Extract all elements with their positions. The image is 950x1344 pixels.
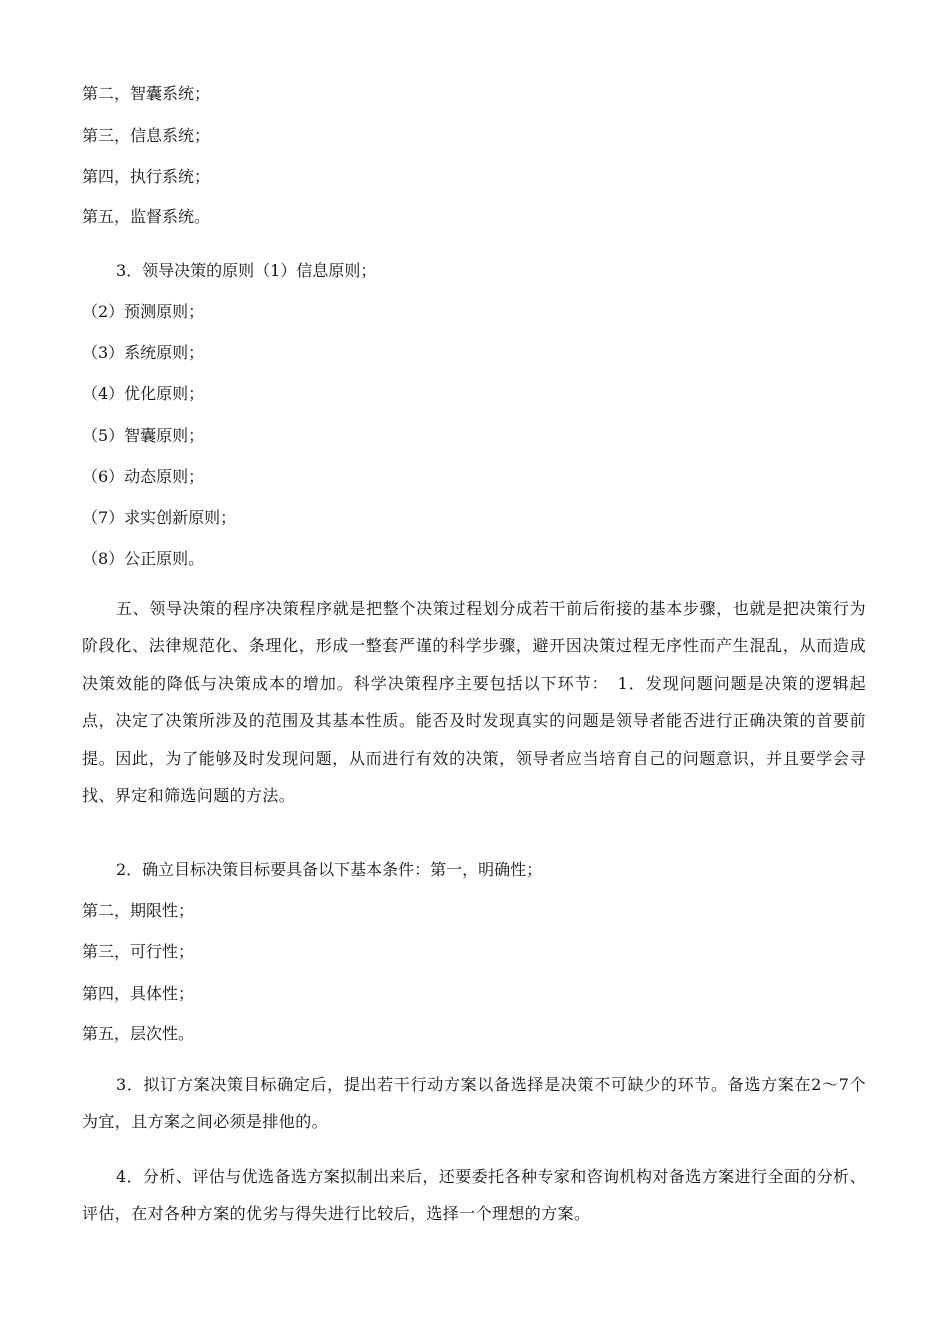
text-line: （8）公正原则。	[82, 549, 205, 568]
text-line: 第五，层次性。	[82, 1024, 195, 1043]
text-line: 第五，监督系统。	[82, 207, 211, 226]
text-line: 第二，智囊系统；	[82, 84, 211, 103]
text-line: （7）求实创新原则；	[82, 508, 237, 527]
text-line: （4）优化原则；	[82, 384, 205, 403]
text-line: 2．确立目标决策目标要具备以下基本条件：第一，明确性；	[116, 860, 543, 879]
text-line: 第四，具体性；	[82, 984, 195, 1003]
text-line: （6）动态原则；	[82, 467, 205, 486]
paragraph: 五、领导决策的程序决策程序就是把整个决策过程划分成若干前后衔接的基本步骤，也就是把决策行为阶段化、法律规范化、条理化，形成一整套严谨的科学步骤，避开因决策过程无序性而产生混乱，从而造成决策效能的降低与决策成本的增加。科学决策程序主要包括以下环节： 1．发现问题问题是决策的逻辑起点，决定了决策所涉及的范围及其基本性质。能否及时发现真实的问题是领导者能否进行正确决策的首要前提。因此，为了能够及时发现问题，从而进行有效的决策，领导者应当培育自己的问题意识，并且要学会寻找、界定和筛选问题的方法。	[82, 599, 866, 806]
paragraph: 4．分析、评估与优选备选方案拟制出来后，还要委托各种专家和咨询机构对备选方案进行全面的分析、评估，在对各种方案的优劣与得失进行比较后，选择一个理想的方案。	[82, 1167, 866, 1224]
text-line: （3）系统原则；	[82, 343, 205, 362]
text-line: 第三，可行性；	[82, 942, 195, 961]
text-line: （5）智囊原则；	[82, 426, 205, 445]
text-line: 第二，期限性；	[82, 901, 195, 920]
text-line: 3．领导决策的原则（1）信息原则；	[116, 261, 377, 280]
text-line: （2）预测原则；	[82, 302, 205, 321]
text-line: 第三，信息系统；	[82, 126, 211, 145]
text-line: 第四，执行系统；	[82, 167, 211, 186]
paragraph: 3．拟订方案决策目标确定后，提出若干行动方案以备选择是决策不可缺少的环节。备选方案在2～7个为宜，且方案之间必须是排他的。	[82, 1075, 866, 1132]
